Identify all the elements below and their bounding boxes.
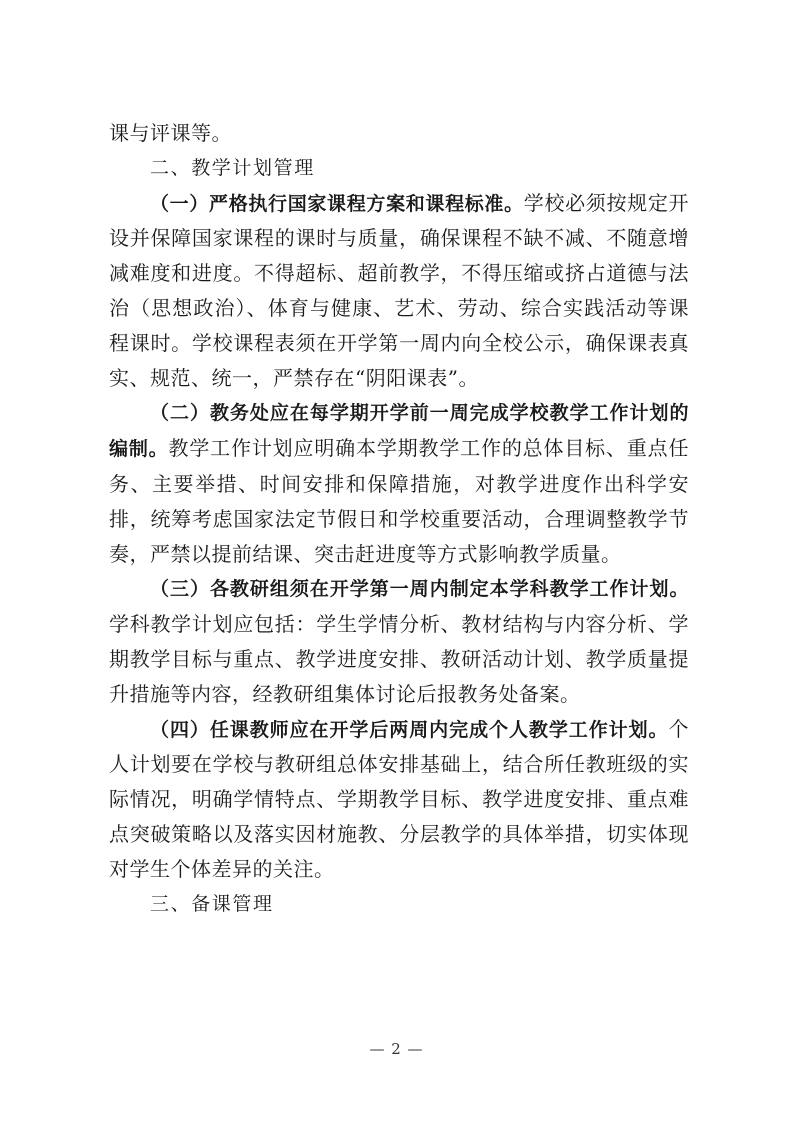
- paragraph-item-4: [109, 712, 689, 887]
- item-2-title: （二）教务处应在每学期开学前一周完成学校教学工作计划的编制。: [109, 402, 689, 461]
- paragraph-item-2: [109, 395, 689, 571]
- item-1-title: （一）严格执行国家课程方案和课程标准。: [150, 192, 524, 215]
- continuation-text: 课与评课等。: [109, 121, 232, 145]
- paragraph-item-1: [109, 186, 689, 396]
- item-2-body: 教学工作计划应明确本学期教学工作的总体目标、重点任务、主要举措、时间安排和保障措施，对教学进度作出科学安排，统筹考虑国家法定节假日和学校重要活动，合理调整教学节奏，严禁以提前结课、突击赶进度等方式影响教学质量。: [109, 436, 689, 566]
- item-1-body: 学校必须按规定开设并保障国家课程的课时与质量，确保课程不缺不减、不随意增减难度和进度。不得超标、超前教学，不得压缩或挤占道德与法治（思想政治）、体育与健康、艺术、劳动、综合实践活动等课程课时。学校课程表须在开学第一周内向全校公示，确保课表真实、规范、统一，严禁存在“阴阳课表”。: [109, 190, 689, 390]
- item-4-title: （四）任课教师应在开学后两周内完成个人教学工作计划。: [150, 718, 669, 741]
- item-3-body: 学科教学计划应包括：学生学情分析、教材结构与内容分析、学期教学目标与重点、教学进度安排、教研活动计划、教学质量提升措施等内容，经教研组集体讨论后报教务处备案。: [109, 612, 689, 706]
- paragraph-item-3: [109, 571, 689, 711]
- section-heading-teaching-plan: 二、教学计划管理: [150, 156, 315, 179]
- item-3-title: （三）各教研组须在开学第一周内制定本学科教学工作计划。: [150, 578, 689, 601]
- page-number: — 2 —: [369, 1040, 424, 1058]
- document-body: [109, 116, 689, 921]
- item-4-body: 个人计划要在学校与教研组总体安排基础上，结合所任教班级的实际情况，明确学情特点、学期教学目标、教学进度安排、重点难点突破策略以及落实因材施教、分层教学的具体举措，切实体现对学生个体差异的关注。: [109, 716, 689, 881]
- section-heading-lesson-prep: 三、备课管理: [150, 892, 274, 915]
